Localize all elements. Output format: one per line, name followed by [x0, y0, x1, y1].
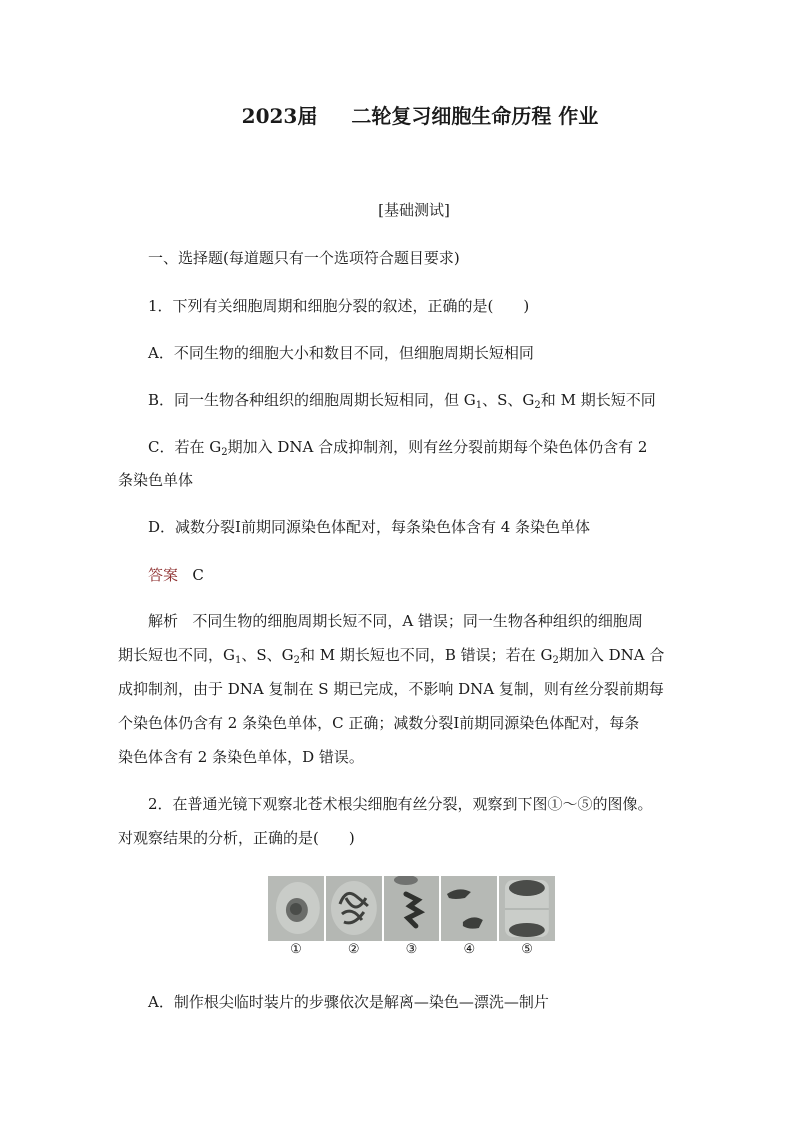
question-1-option-c-cont: 条染色单体: [118, 471, 194, 489]
section-heading: [基础测试]: [378, 201, 450, 219]
panel-label-2: ②: [347, 942, 360, 957]
question-2-option-a: A．制作根尖临时装片的步骤依次是解离—染色—漂洗—制片: [148, 993, 549, 1011]
answer-label: 答案: [148, 566, 179, 584]
question-1-explanation-line-5: 染色体含有 2 条染色单体，D 错误。: [118, 748, 364, 766]
question-1-explanation-line-2: 期长短也不同，$G_1$、S、$G_2$和 M 期长短也不同，B 错误；若在 $G_2$期加入 DNA 合: [118, 646, 665, 666]
part-heading: 一、选择题(每道题只有一个选项符合题目要求): [148, 249, 460, 267]
answer-value: C: [192, 566, 204, 584]
explanation-label: 解析: [148, 612, 179, 630]
question-1-option-d: D．减数分裂Ⅰ前期同源染色体配对，每条染色体含有 4 条染色单体: [148, 518, 591, 536]
question-1-stem: 1．下列有关细胞周期和细胞分裂的叙述，正确的是( ): [148, 297, 530, 315]
panel-label-3: ③: [405, 942, 418, 957]
question-2-stem-line-1: 2．在普通光镜下观察北苍术根尖细胞有丝分裂，观察到下图①～⑤的图像。: [148, 795, 653, 813]
panel-label-1: ①: [290, 942, 302, 957]
question-1-explanation-line-4: 个染色体仍含有 2 条染色单体，C 正确；减数分裂Ⅰ前期同源染色体配对，每条: [118, 714, 640, 732]
question-1-explanation-line-1: 解析 不同生物的细胞周期长短不同，A 错误；同一生物各种组织的细胞周: [148, 612, 643, 630]
micrograph-labels: [268, 942, 555, 960]
question-2-stem-line-2: 对观察结果的分析，正确的是( ): [118, 829, 355, 847]
micrograph-strip: [268, 876, 555, 941]
question-1-option-b: B．同一生物各种组织的细胞周期长短相同，但 $G_1$、S、$G_2$和 M 期长短不同: [148, 391, 656, 411]
question-1-option-c: C．若在 $G_2$期加入 DNA 合成抑制剂，则有丝分裂前期每个染色体仍含有 2: [148, 438, 648, 458]
title-year: 2023届: [241, 104, 318, 128]
micrograph-panel-3: [384, 876, 440, 941]
title-subject: 二轮复习细胞生命历程 作业: [351, 104, 599, 128]
document-title: [0, 100, 794, 129]
panel-label-5: ⑤: [521, 942, 533, 957]
micrograph-panel-2: [326, 876, 382, 941]
question-1-option-a: A．不同生物的细胞大小和数目不同，但细胞周期长短相同: [148, 344, 534, 362]
micrograph-panel-5: [499, 876, 555, 941]
question-1-explanation-line-3: 成抑制剂，由于 DNA 复制在 S 期已完成，不影响 DNA 复制，则有丝分裂前期每: [118, 680, 664, 698]
panel-label-4: ④: [463, 942, 476, 957]
question-1-answer: [148, 564, 718, 585]
micrograph-panel-4: [441, 876, 497, 941]
micrograph-panel-1: [268, 876, 324, 941]
